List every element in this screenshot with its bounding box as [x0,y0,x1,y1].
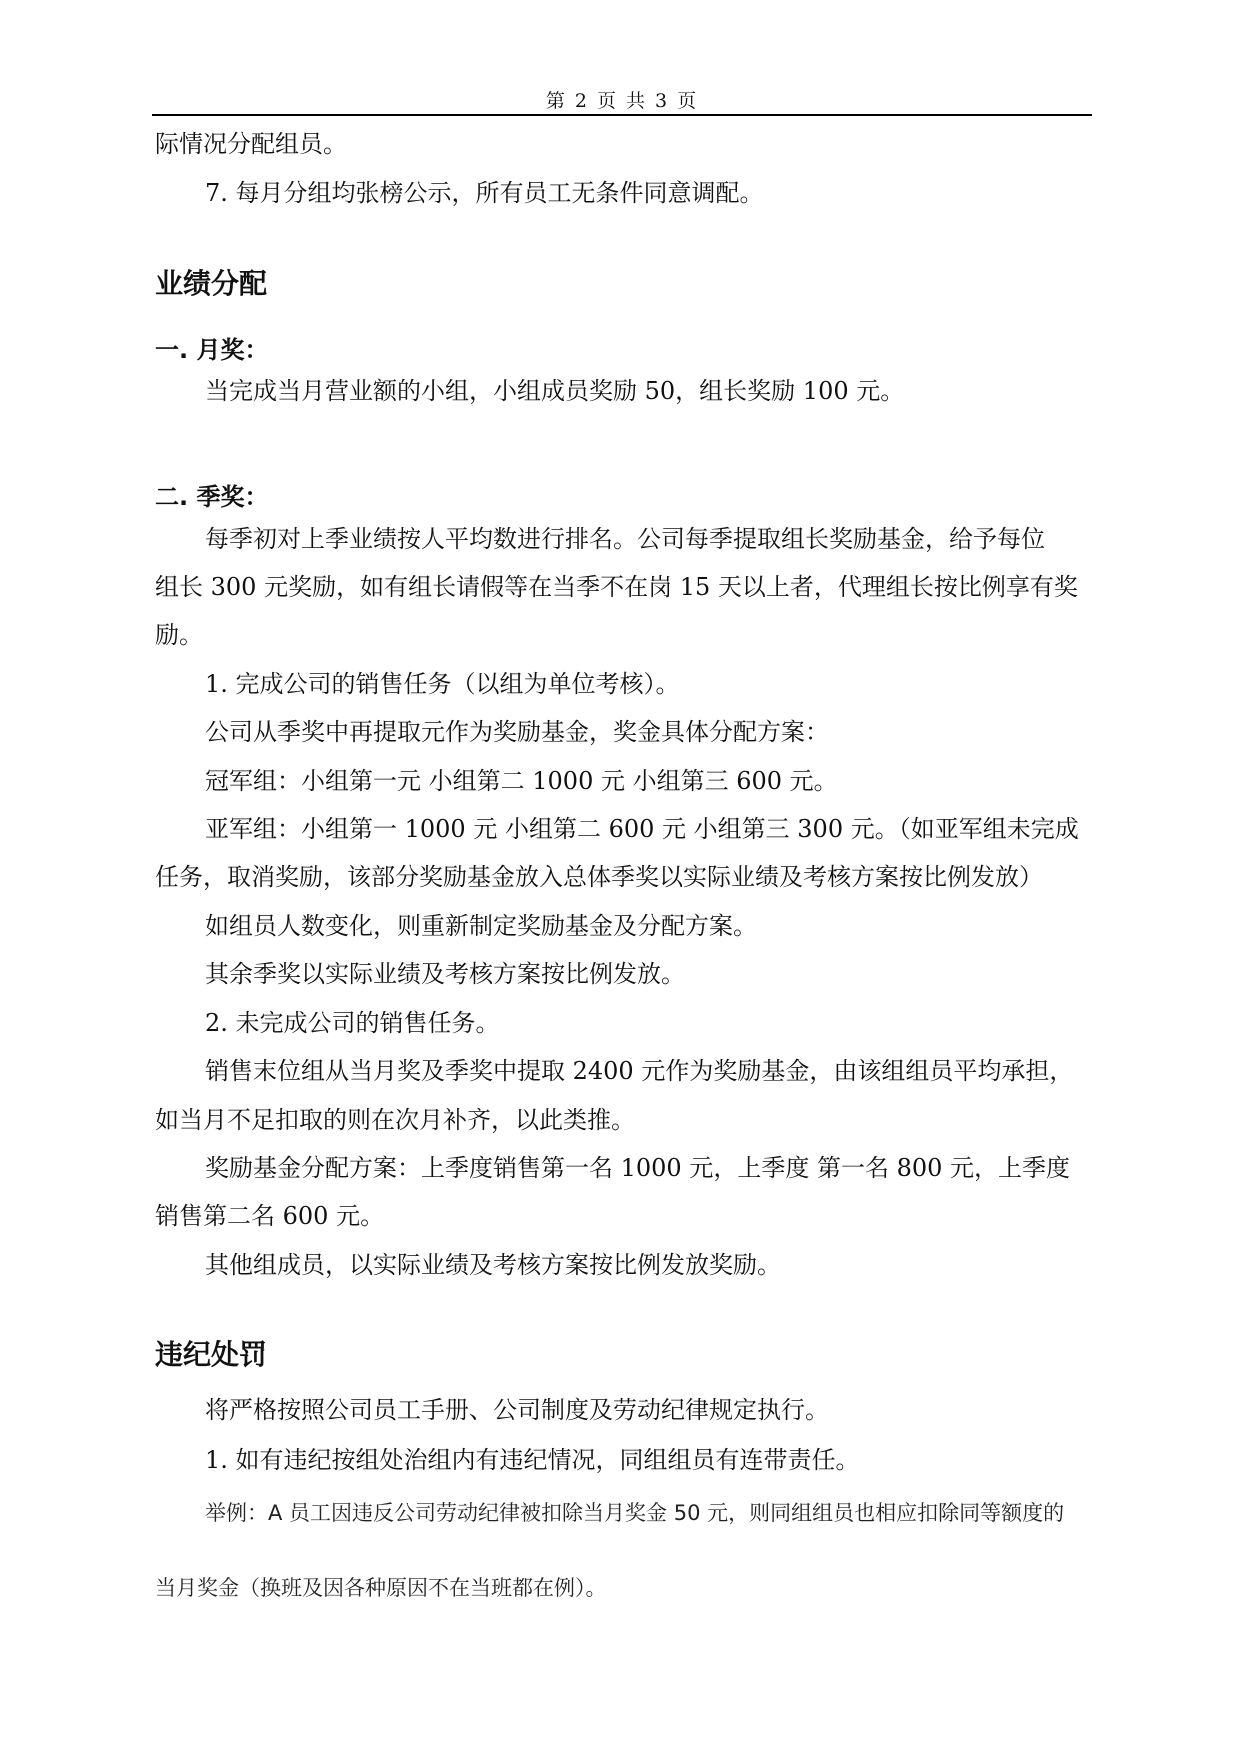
paragraph-line: 销售末位组从当月奖及季奖中提取 2400 元作为奖励基金，由该组组员平均承担， [205,1057,1074,1085]
paragraph-line: 际情况分配组员。 [155,130,347,158]
page-number-header: 第 2 页 共 3 页 [545,90,699,112]
paragraph-line: 销售第二名 600 元。 [155,1202,385,1230]
paragraph-line: 任务，取消奖励，该部分奖励基金放入总体季奖以实际业绩及考核方案按比例发放） [155,863,1043,891]
paragraph-line: 其他组成员，以实际业绩及考核方案按比例发放奖励。 [205,1251,781,1279]
list-item-1-discipline: 1. 如有违纪按组处治组内有违纪情况，同组组员有连带责任。 [205,1446,860,1474]
list-item-7: 7. 每月分组均张榜公示，所有员工无条件同意调配。 [205,179,764,207]
example-line: 举例：A 员工因违反公司劳动纪律被扣除当月奖金 50 元，则同组组员也相应扣除同等额度的 [205,1501,1065,1525]
section-heading-performance: 业绩分配 [155,267,268,300]
paragraph-line: 奖励基金分配方案：上季度销售第一名 1000 元，上季度 第一名 800 元，上季度 [205,1154,1071,1182]
paragraph-line: 励。 [155,621,203,649]
paragraph-line: 其余季奖以实际业绩及考核方案按比例发放。 [205,960,685,988]
list-item-1: 1. 完成公司的销售任务（以组为单位考核）。 [205,670,680,698]
list-item-2: 2. 未完成公司的销售任务。 [205,1009,500,1037]
subheading-quarterly-bonus: 二. 季奖： [155,483,269,511]
champion-group-line: 冠军组：小组第一元 小组第二 1000 元 小组第三 600 元。 [205,767,838,795]
paragraph-line: 当完成当月营业额的小组，小组成员奖励 50，组长奖励 100 元。 [205,377,905,405]
subheading-monthly-bonus: 一. 月奖： [155,336,269,364]
runner-up-group-line: 亚军组：小组第一 1000 元 小组第二 600 元 小组第三 300 元。（如亚军组未完成 [205,815,1079,843]
paragraph-line: 如组员人数变化，则重新制定奖励基金及分配方案。 [205,912,757,940]
paragraph-line: 组长 300 元奖励，如有组长请假等在当季不在岗 15 天以上者，代理组长按比例享有奖 [155,573,1078,601]
paragraph-line: 将严格按照公司员工手册、公司制度及劳动纪律规定执行。 [205,1396,829,1424]
paragraph-line: 如当月不足扣取的则在次月补齐，以此类推。 [155,1106,635,1134]
section-heading-discipline: 违纪处罚 [155,1338,268,1371]
example-line-continued: 当月奖金（换班及因各种原因不在当班都在例）。 [155,1576,607,1600]
header-rule [152,114,1092,116]
paragraph-line: 公司从季奖中再提取元作为奖励基金，奖金具体分配方案： [205,718,829,746]
paragraph-line: 每季初对上季业绩按人平均数进行排名。公司每季提取组长奖励基金，给予每位 [205,525,1045,553]
